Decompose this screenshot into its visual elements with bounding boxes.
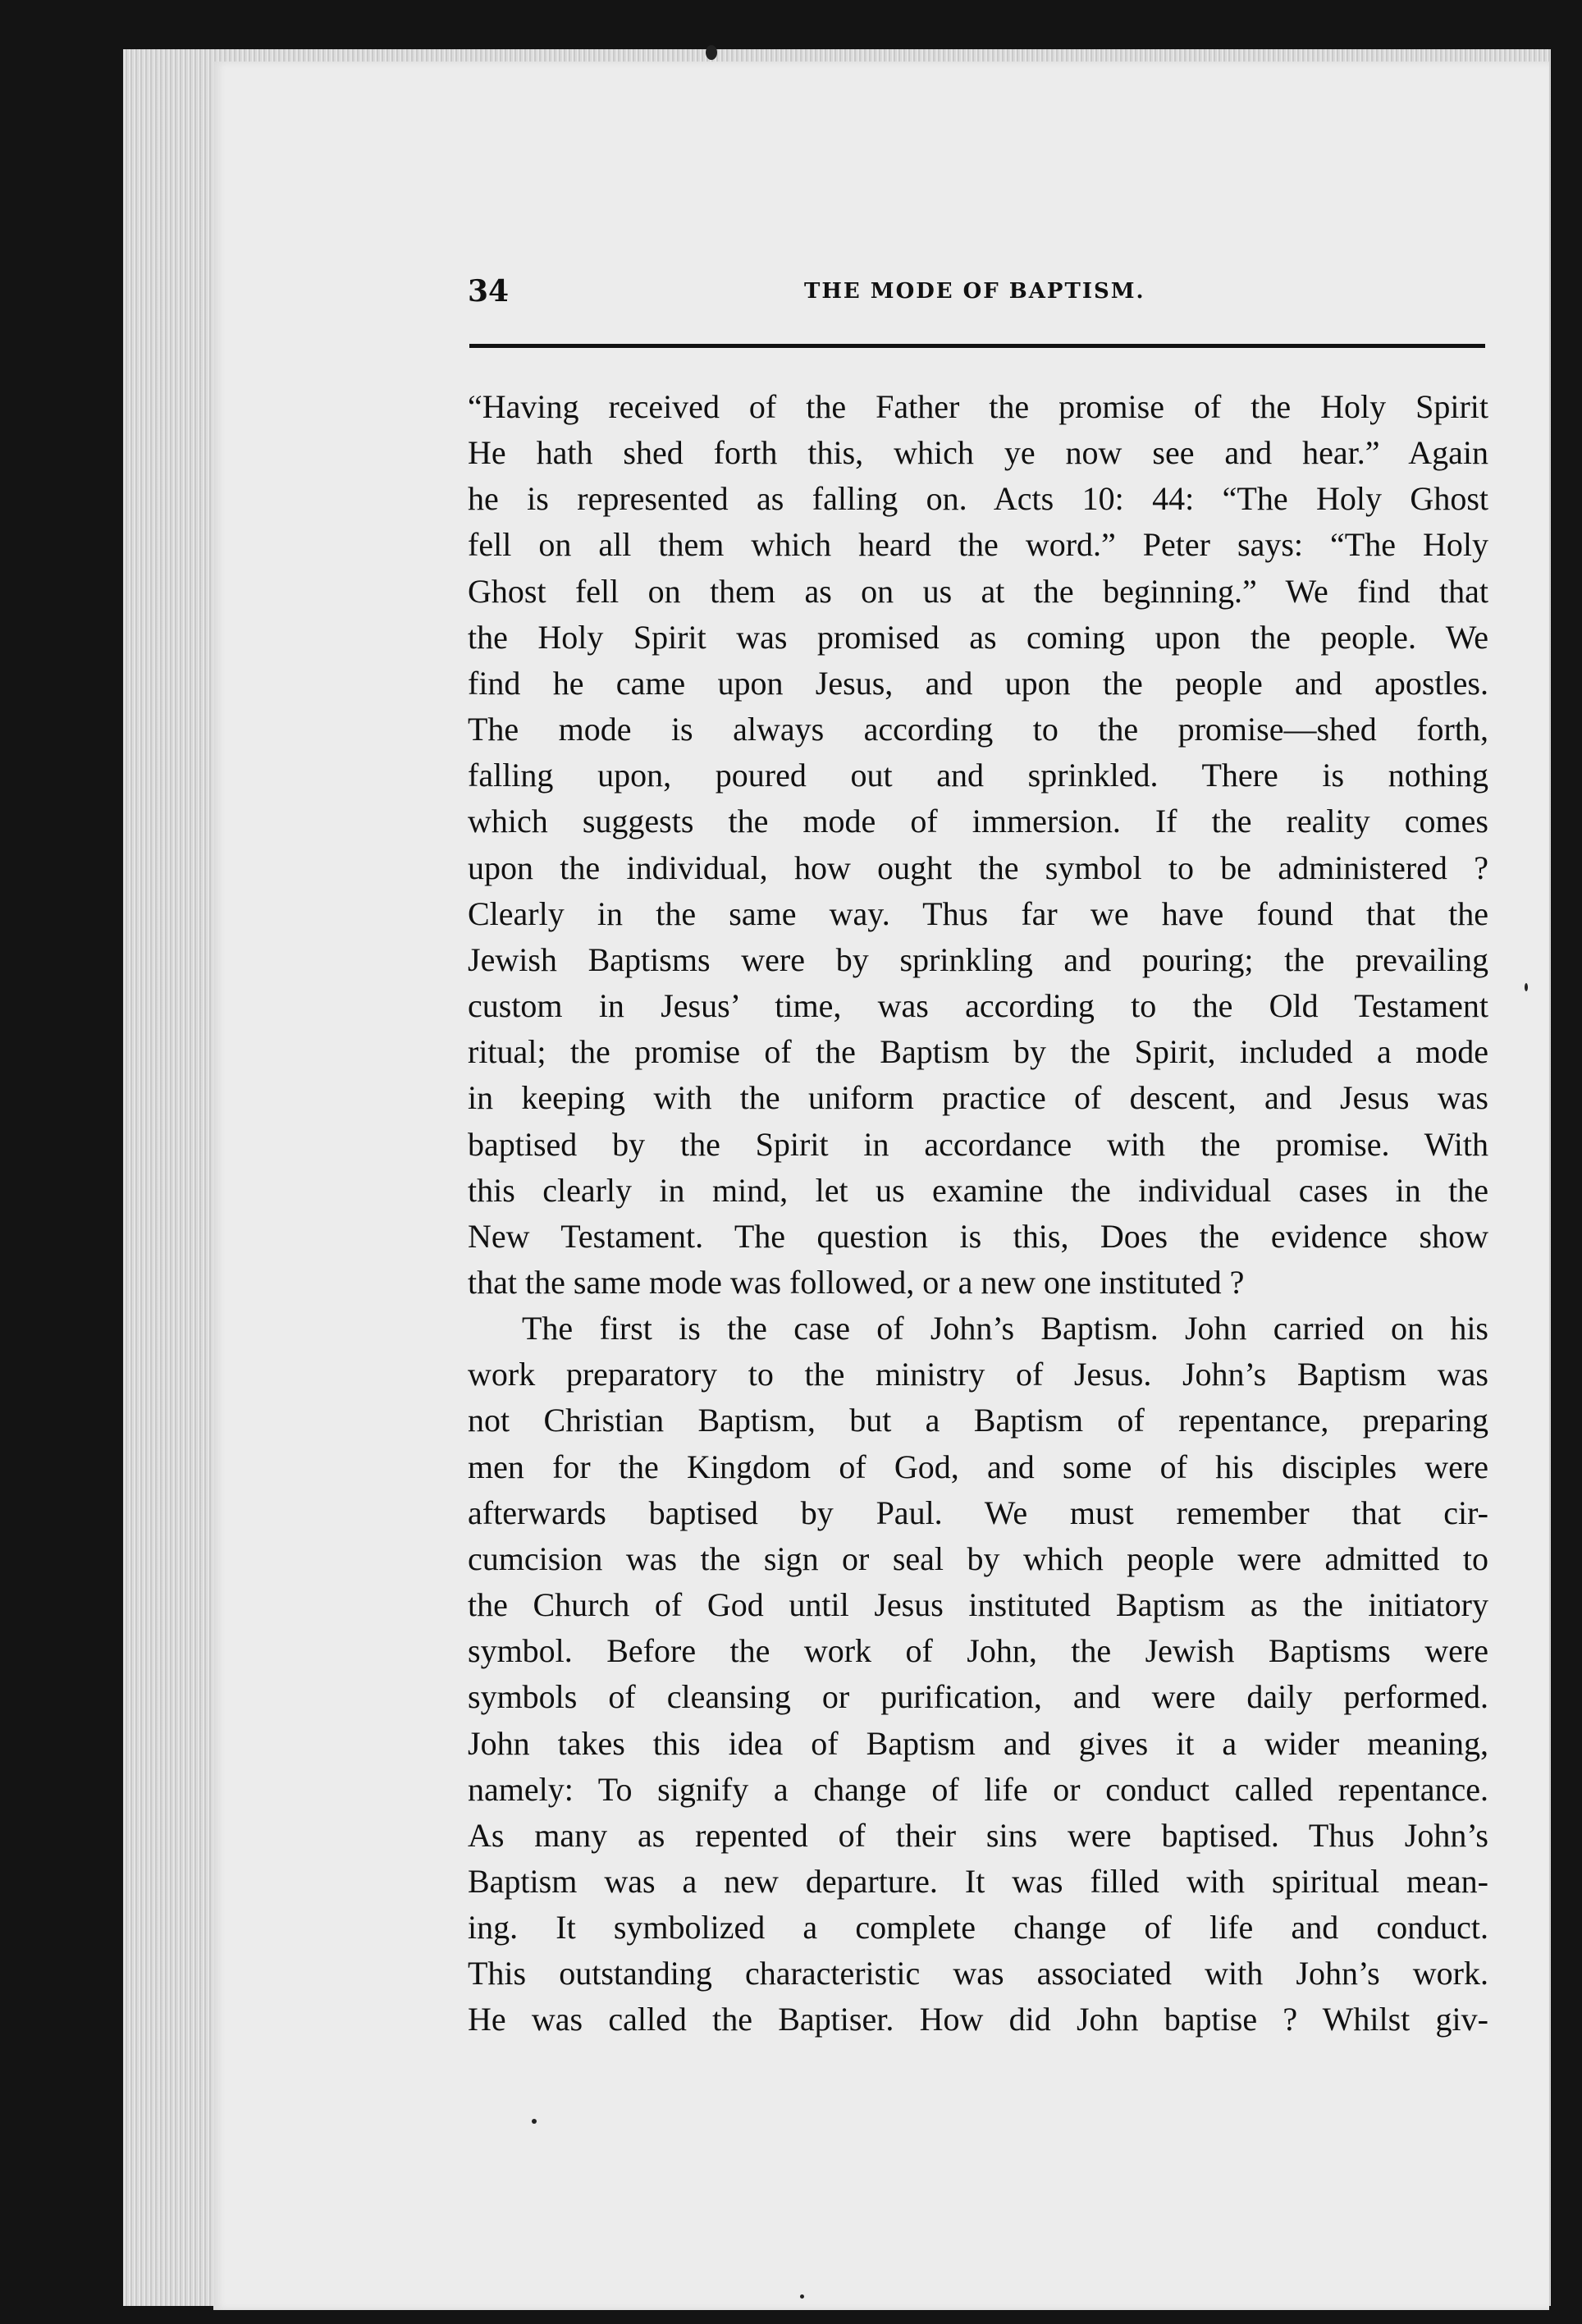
text-line: New Testament. The question is this, Does the evidence show [468,1217,1488,1255]
text-line: Clearly in the same way. Thus far we have found that the [468,894,1488,932]
text-line: Ghost fell on them as on us at the beginning.” We find that [468,572,1488,610]
text-line: Baptism was a new departure. It was filled with spiritual mean- [468,1863,1488,1900]
body-text [468,384,1488,2043]
page-number: 34 [468,274,510,309]
text-line: symbol. Before the work of John, the Jewish Baptisms were [468,1632,1488,1670]
text-line: work preparatory to the ministry of Jesus. John’s Baptism was [468,1356,1488,1393]
text-line: Jewish Baptisms were by sprinkling and pouring; the prevailing [468,940,1488,978]
text-line: not Christian Baptism, but a Baptism of repentance, preparing [468,1402,1488,1439]
text-line: this clearly in mind, let us examine the individual cases in the [468,1171,1488,1209]
text-line: He was called the Baptiser. How did John baptise ? Whilst giv- [468,2001,1488,2038]
text-line: fell on all them which heard the word.” Peter says: “The Holy [468,526,1488,564]
text-line: The mode is always according to the promise—shed forth, [468,711,1488,748]
text-line: symbols of cleansing or purification, and were daily performed. [468,1678,1488,1716]
text-line: The first is the case of John’s Baptism. John carried on his [522,1310,1488,1347]
text-line: men for the Kingdom of God, and some of his disciples were [468,1448,1488,1485]
text-line: custom in Jesus’ time, was according to the Old Testament [468,987,1488,1025]
text-line: upon the individual, how ought the symbol to be administered ? [468,849,1488,886]
text-line: baptised by the Spirit in accordance with the promise. With [468,1125,1488,1163]
text-line: afterwards baptised by Paul. We must remember that cir- [468,1494,1488,1531]
text-line: John takes this idea of Baptism and gives it a wider meaning, [468,1724,1488,1762]
text-line: in keeping with the uniform practice of descent, and Jesus was [468,1079,1488,1117]
text-line: namely: To signify a change of life or conduct called repentance. [468,1770,1488,1808]
text-line: cumcision was the sign or seal by which people were admitted to [468,1539,1488,1577]
text-line: “Having received of the Father the promise of the Holy Spirit [468,388,1488,425]
text-line: find he came upon Jesus, and upon the people and apostles. [468,664,1488,702]
text-line: ing. It symbolized a complete change of life and conduct. [468,1909,1488,1947]
text-line: that the same mode was followed, or a new one instituted ? [468,1263,1245,1301]
scan-speck [1525,983,1528,991]
running-title: THE MODE OF BAPTISM. [804,279,1145,304]
running-head [468,274,1485,312]
scan-speck [532,2119,537,2124]
text-line: he is represented as falling on. Acts 10: 44: “The Holy Ghost [468,480,1488,518]
text-line: ritual; the promise of the Baptism by the Spirit, included a mode [468,1033,1488,1071]
text-line: the Holy Spirit was promised as coming upon the people. We [468,618,1488,656]
text-line: As many as repented of their sins were baptised. Thus John’s [468,1816,1488,1854]
scan-speck [706,45,717,60]
text-line: which suggests the mode of immersion. If the reality comes [468,803,1488,840]
text-line: falling upon, poured out and sprinkled. There is nothing [468,757,1488,794]
text-line: the Church of God until Jesus instituted Baptism as the initiatory [468,1586,1488,1624]
header-rule [469,344,1485,348]
text-line: This outstanding characteristic was associated with John’s work. [468,1955,1488,1992]
text-line: He hath shed forth this, which ye now see and hear.” Again [468,434,1488,472]
scan-speck [800,2294,804,2299]
